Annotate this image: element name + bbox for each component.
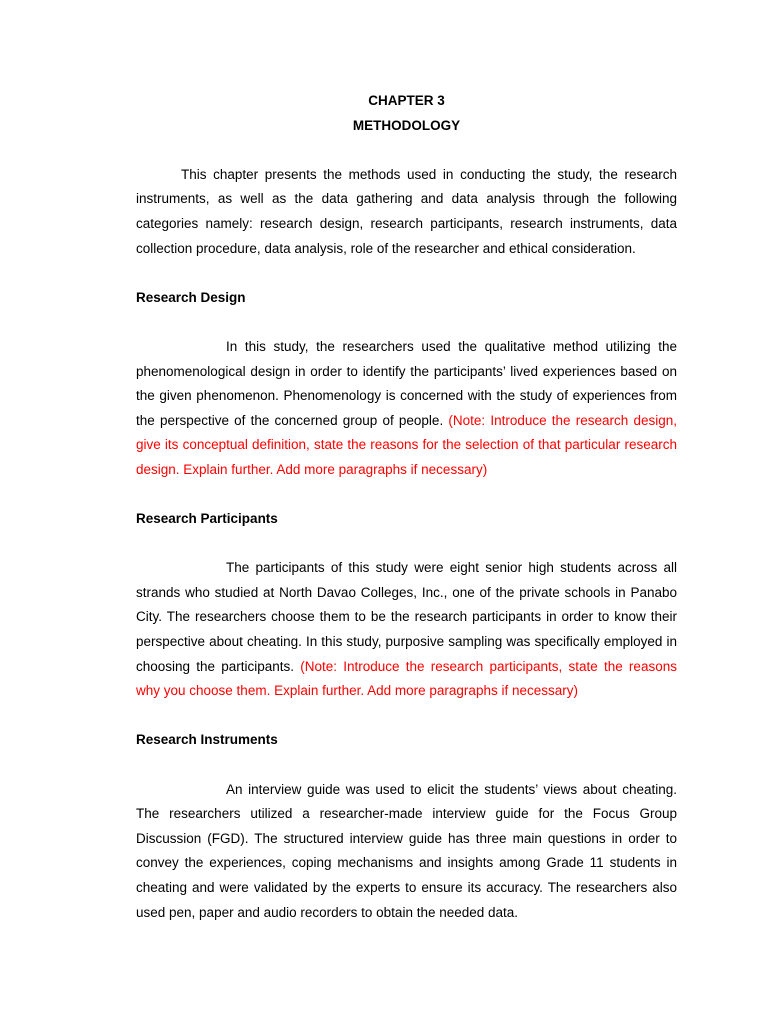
- research-design-note: (Note: Introduce the research design, give its conceptual definition, state the reasons for the selection of that particular research design. Explain further. Add more paragraphs if necessary): [136, 412, 677, 477]
- intro-paragraph: This chapter presents the methods used in conducting the study, the research instruments, as well as the data gathering and data analysis through the following categories namely: research design, research participants, research instruments, data collection procedure, data analysis, role of the researcher and ethical consideration.: [136, 166, 677, 256]
- spacer: [136, 261, 677, 286]
- spacer: [136, 138, 677, 163]
- spacer: [136, 753, 677, 778]
- document-content: [136, 89, 677, 925]
- section-heading-research-design: Research Design: [136, 289, 246, 305]
- chapter-title: METHODOLOGY: [352, 117, 461, 133]
- research-participants-note: (Note: Introduce the research participants, state the reasons why you choose them. Explain further. Add more paragraphs if necessary): [136, 658, 677, 699]
- research-participants-body: The participants of this study were eight senior high students across all strands who studied at North Davao Colleges, Inc., one of the private schools in Panabo City. The researchers choose them to be the research participants in order to know their perspective about cheating. In this study, purposive sampling was specifically employed in choosing the participants.: [136, 560, 677, 674]
- research-instruments-paragraph: An interview guide was used to elicit the students’ views about cheating. The researchers utilized a researcher-made interview guide for the Focus Group Discussion (FGD). The structured interview guide has three main questions in order to convey the experiences, coping mechanisms and insights among Grade 11 students in cheating and were validated by the experts to ensure its accuracy. The researchers also used pen, paper and audio recorders to obtain the needed data.: [136, 781, 677, 920]
- research-design-body: In this study, the researchers used the qualitative method utilizing the phenomenological design in order to identify the participants’ lived experiences based on the given phenomenon. Phenomenology is concerned with the study of experiences from the perspective of the concerned group of people.: [136, 338, 677, 428]
- research-participants-paragraph: [136, 556, 677, 704]
- research-design-paragraph: [136, 335, 677, 483]
- spacer: [136, 310, 677, 335]
- chapter-number: CHAPTER 3: [368, 93, 445, 108]
- spacer: [136, 704, 677, 729]
- spacer: [136, 483, 677, 508]
- spacer: [136, 532, 677, 557]
- section-heading-research-instruments: Research Instruments: [136, 732, 278, 748]
- section-heading-research-participants: Research Participants: [136, 511, 278, 527]
